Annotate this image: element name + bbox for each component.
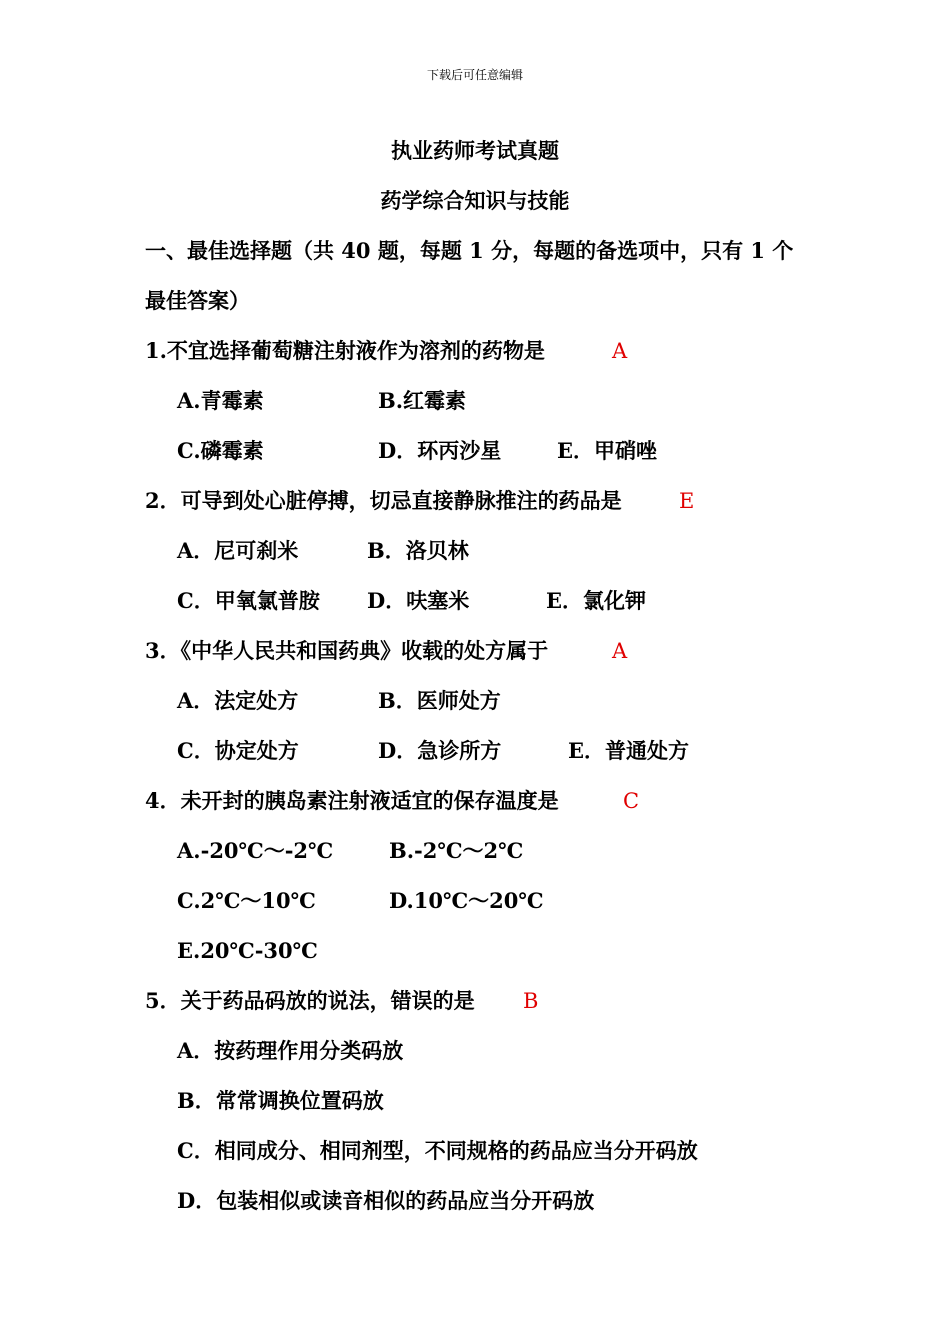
option-b: B.红霉素 — [378, 388, 467, 413]
answer-key: A — [612, 339, 628, 363]
question-stem: 5．关于药品码放的说法，错误的是 — [145, 988, 475, 1013]
option-b: B．洛贝林 — [367, 538, 469, 563]
option-e: E．甲硝唑 — [557, 438, 658, 463]
option-e: E．氯化钾 — [546, 588, 647, 613]
document-subtitle: 药学综合知识与技能 — [380, 188, 570, 213]
question-stem: 2．可导到处心脏停搏，切忌直接静脉推注的药品是 — [145, 488, 622, 513]
option-c: C．相同成分、相同剂型，不同规格的药品应当分开码放 — [177, 1138, 698, 1163]
option-c: C.磷霉素 — [177, 438, 264, 463]
answer-key: A — [612, 639, 628, 663]
option-e: E．普通处方 — [568, 738, 690, 763]
option-d: D．呋塞米 — [367, 588, 470, 613]
option-d: D.10℃～20℃ — [389, 888, 544, 913]
option-c: C.2℃～10℃ — [177, 888, 316, 913]
section-heading: 一、最佳选择题（共 40 题，每题 1 分，每题的备选项中，只有 1 个 — [145, 238, 794, 263]
question-stem: 4．未开封的胰岛素注射液适宜的保存温度是 — [145, 788, 559, 813]
option-d: D．急诊所方 — [378, 738, 502, 763]
page-header-note: 下载后可任意编辑 — [426, 68, 523, 82]
option-a: A.青霉素 — [177, 388, 264, 413]
section-heading-cont: 最佳答案） — [145, 288, 250, 313]
option-b: B．常常调换位置码放 — [177, 1088, 384, 1113]
option-c: C．协定处方 — [177, 738, 299, 763]
option-d: D．包装相似或读音相似的药品应当分开码放 — [177, 1188, 595, 1213]
option-a: A.-20℃～-2℃ — [177, 838, 334, 863]
option-a: A．法定处方 — [177, 688, 299, 713]
answer-key: E — [679, 489, 695, 513]
option-a: A．尼可刹米 — [177, 538, 299, 563]
option-b: B.-2℃～2℃ — [389, 838, 524, 863]
option-d: D．环丙沙星 — [378, 438, 502, 463]
option-c: C．甲氧氯普胺 — [177, 588, 320, 613]
answer-key: C — [623, 789, 640, 813]
question-stem: 1.不宜选择葡萄糖注射液作为溶剂的药物是 — [145, 338, 545, 363]
option-a: A．按药理作用分类码放 — [177, 1038, 404, 1063]
document-title: 执业药师考试真题 — [391, 138, 559, 163]
option-e: E.20℃-30℃ — [177, 938, 318, 963]
option-b: B．医师处方 — [378, 688, 501, 713]
question-stem: 3．《中华人民共和国药典》收载的处方属于 — [145, 638, 549, 663]
answer-key: B — [523, 989, 539, 1013]
